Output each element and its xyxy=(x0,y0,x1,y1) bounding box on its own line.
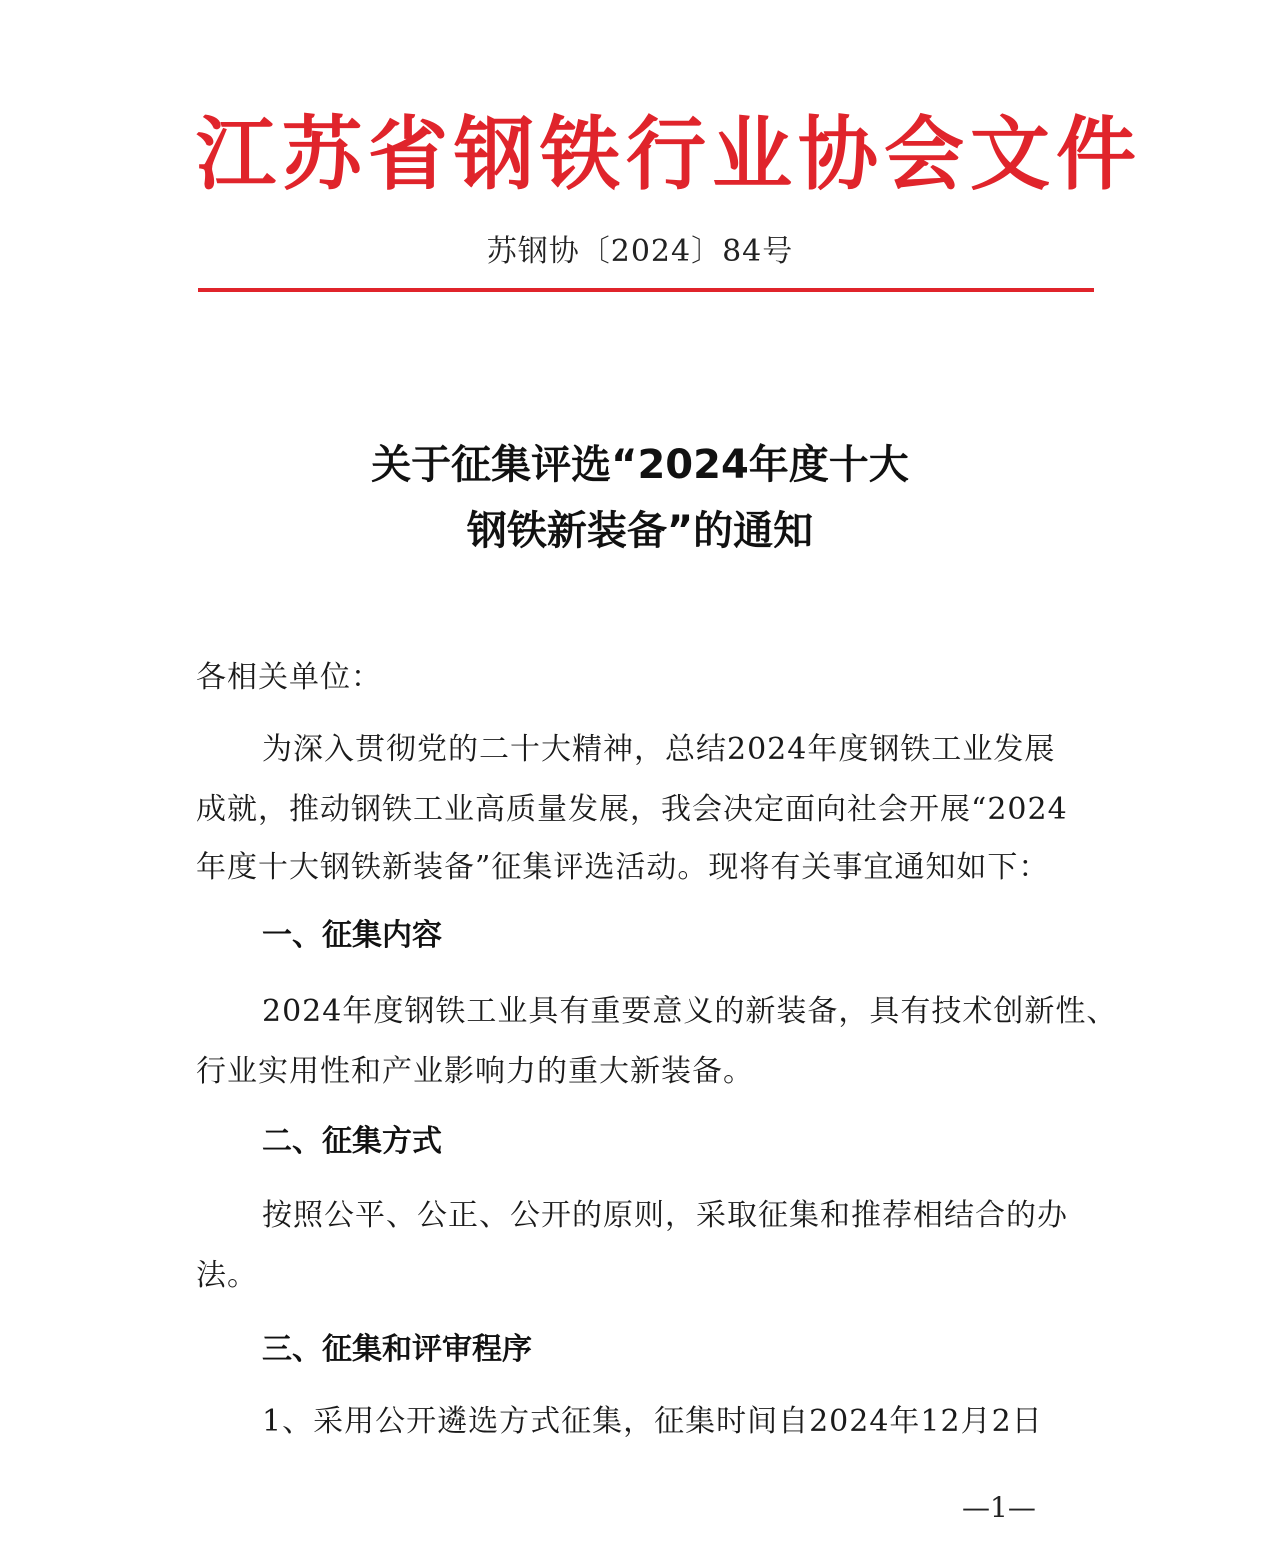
title-line-2: 钢铁新装备”的通知 xyxy=(466,508,814,554)
section-1-line-2: 行业实用性和产业影响力的重大新装备。 xyxy=(196,1054,754,1089)
title-line-1: 关于征集评选“2024年度十大 xyxy=(371,442,909,488)
salutation: 各相关单位： xyxy=(196,660,382,695)
section-2-heading: 二、征集方式 xyxy=(262,1124,442,1159)
section-2-line-1: 按照公平、公正、公开的原则，采取征集和推荐相结合的办 xyxy=(262,1198,1068,1233)
page-number: —1— xyxy=(962,1491,1036,1524)
section-1-line-1: 2024年度钢铁工业具有重要意义的新装备，具有技术创新性、 xyxy=(262,994,1118,1029)
document-title xyxy=(0,432,1280,564)
section-3-line-1: 1、采用公开遴选方式征集，征集时间自2024年12月2日 xyxy=(262,1404,1043,1439)
intro-line-3: 年度十大钢铁新装备”征集评选活动。现将有关事宜通知如下： xyxy=(196,850,1050,885)
org-header-title: 江苏省钢铁行业协会文件 xyxy=(196,107,1142,201)
intro-line-1: 为深入贯彻党的二十大精神，总结2024年度钢铁工业发展 xyxy=(262,732,1056,767)
section-2-line-2: 法。 xyxy=(196,1258,258,1293)
red-divider-line xyxy=(198,288,1094,292)
document-number: 苏钢协〔2024〕84号 xyxy=(486,234,794,269)
section-3-heading: 三、征集和评审程序 xyxy=(262,1332,532,1367)
section-1-heading: 一、征集内容 xyxy=(262,918,442,953)
intro-line-2: 成就，推动钢铁工业高质量发展，我会决定面向社会开展“2024 xyxy=(196,792,1068,827)
